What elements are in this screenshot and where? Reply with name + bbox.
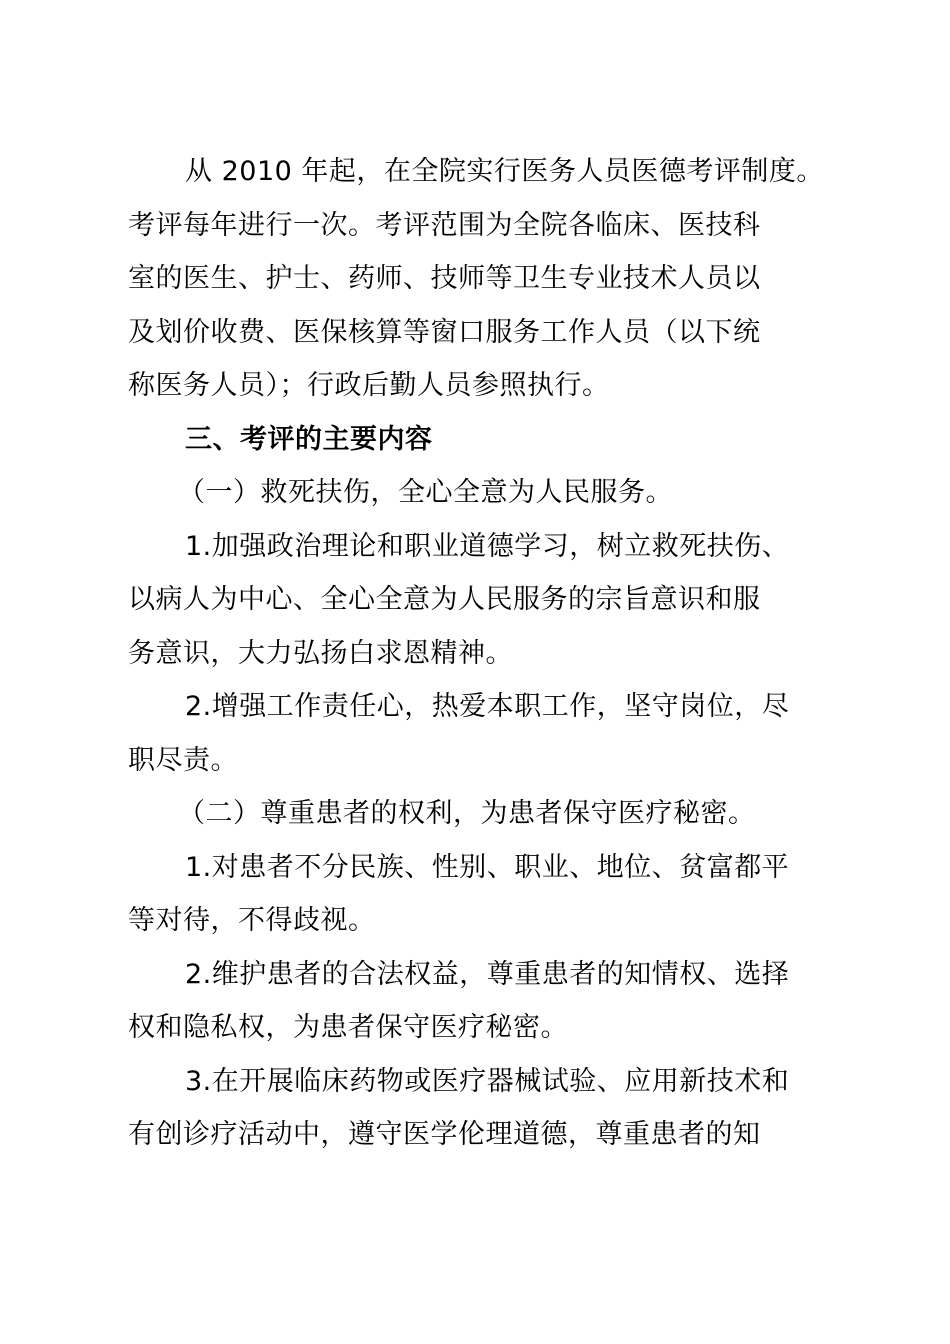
paragraph-line: 及划价收费、医保核算等窗口服务工作人员（以下统 (128, 316, 761, 348)
section-heading: 三、考评的主要内容 (185, 423, 433, 455)
list-item-line: 权和隐私权，为患者保守医疗秘密。 (128, 1012, 568, 1043)
subsection-heading: （一）救死扶伤，全心全意为人民服务。 (178, 477, 673, 508)
list-item-line: 职尽责。 (128, 744, 238, 776)
list-item-line: 1.加强政治理论和职业道德学习，树立救死扶伤、 (185, 530, 790, 562)
list-item-line: 2.维护患者的合法权益，尊重患者的知情权、选择 (185, 958, 790, 990)
list-item-line: 1.对患者不分民族、性别、职业、地位、贫富都平 (185, 851, 790, 883)
list-item-line: 3.在开展临床药物或医疗器械试验、应用新技术和 (185, 1065, 790, 1097)
list-item-line: 有创诊疗活动中，遵守医学伦理道德，尊重患者的知 (128, 1119, 761, 1150)
document-body (128, 145, 838, 1162)
subsection-heading: （二）尊重患者的权利，为患者保守医疗秘密。 (178, 798, 756, 829)
list-item-line: 等对待，不得歧视。 (128, 905, 376, 936)
paragraph-line: 称医务人员）；行政后勤人员参照执行。 (128, 370, 610, 401)
list-item-line: 2.增强工作责任心，热爱本职工作，坚守岗位，尽 (185, 691, 790, 722)
paragraph-line: 室的医生、护士、药师、技师等卫生专业技术人员以 (128, 263, 761, 294)
paragraph-line: 考评每年进行一次。考评范围为全院各临床、医技科 (128, 209, 761, 241)
list-item-line: 以病人为中心、全心全意为人民服务的宗旨意识和服 (128, 584, 761, 615)
list-item-line: 务意识，大力弘扬白求恩精神。 (128, 637, 513, 669)
paragraph-line: 从 2010 年起，在全院实行医务人员医德考评制度。 (185, 156, 824, 187)
